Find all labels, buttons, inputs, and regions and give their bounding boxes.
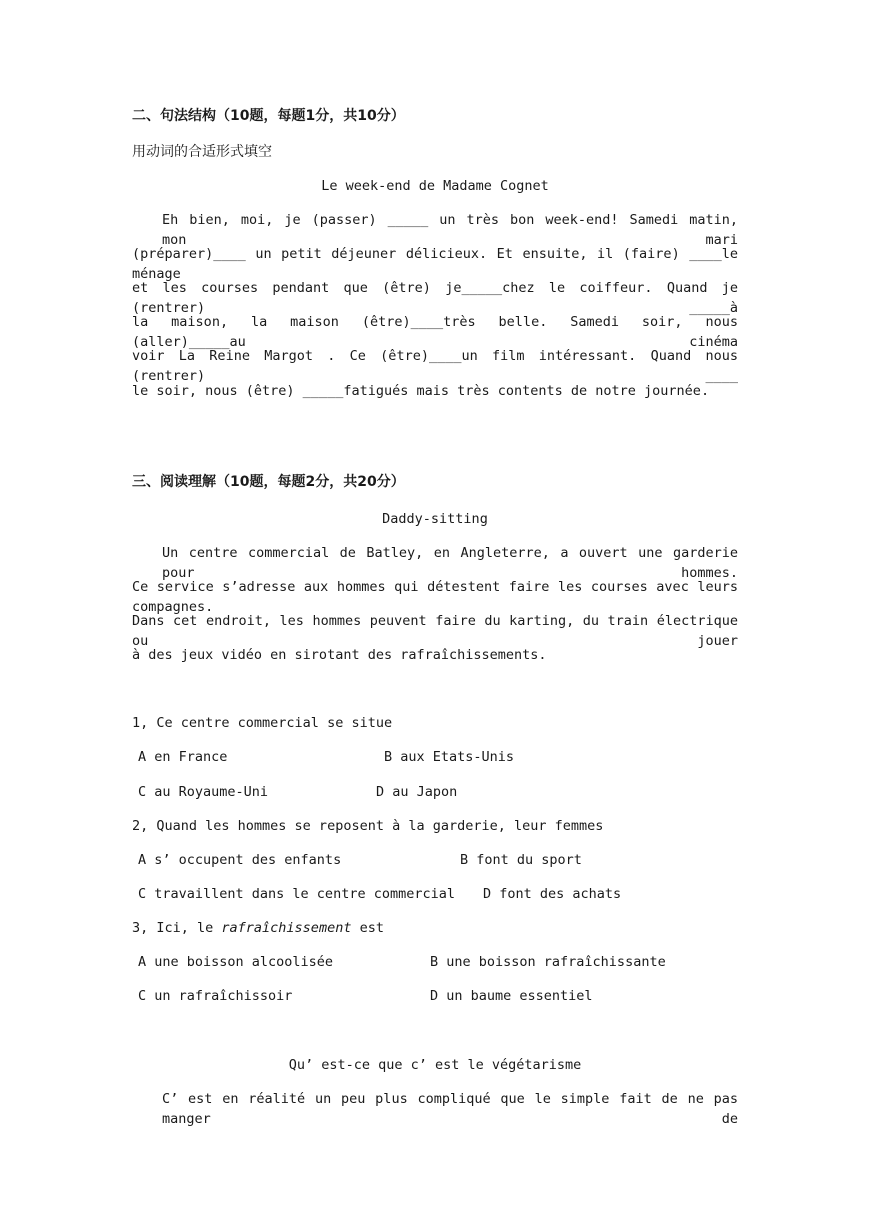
section3-title: Daddy-sitting [382, 511, 488, 527]
question-2-option-c: C travaillent dans le centre commercial [138, 886, 455, 902]
question-1-option-c: C au Royaume-Uni [138, 784, 269, 800]
section2-heading: 二、句法结构（10题，每题1分，共10分） [132, 108, 405, 124]
section2-line-4: la maison, la maison (être)____très belle. Samedi soir, nous (aller)_____au cinéma [132, 314, 738, 350]
section3-line-1: Un centre commercial de Batley, en Angleterre, a ouvert une garderie pour hommes. [162, 545, 738, 581]
section2-line-5: voir La Reine Margot . Ce (être)____un film intéressant. Quand nous (rentrer) ____ [132, 348, 738, 384]
question-2-option-a: A s’ occupent des enfants [138, 852, 342, 868]
section2-line-1: Eh bien, moi, je (passer) _____ un très bon week-end! Samedi matin, mon mari [162, 212, 738, 248]
question-1-stem: 1, Ce centre commercial se situe [132, 715, 393, 731]
question-2-option-b: B font du sport [460, 852, 582, 868]
question-1-option-b: B aux Etats-Unis [384, 749, 515, 765]
question-3-stem-suffix: est [351, 920, 384, 936]
question-1-option-d: D au Japon [376, 784, 458, 800]
section3-line-3: Dans cet endroit, les hommes peuvent faire du karting, du train électrique ou jouer [132, 613, 738, 649]
section3-passage-2-line-1: C’ est en réalité un peu plus compliqué que le simple fait de ne pas manger de [162, 1091, 738, 1127]
question-2-option-d: D font des achats [483, 886, 622, 902]
section2-line-6: le soir, nous (être) _____fatigués mais très contents de notre journée. [132, 383, 710, 399]
question-3-option-b: B une boisson rafraîchissante [430, 954, 666, 970]
question-3-stem-prefix: 3, Ici, le [132, 920, 222, 936]
section3-heading: 三、阅读理解（10题，每题2分，共20分） [132, 474, 405, 490]
section2-line-3: et les courses pendant que (être) je_____chez le coiffeur. Quand je (rentrer) _____à [132, 280, 738, 316]
question-3-option-a: A une boisson alcoolisée [138, 954, 334, 970]
question-2-stem: 2, Quand les hommes se reposent à la garderie, leur femmes [132, 818, 604, 834]
section3-title-2: Qu’ est-ce que c’ est le végétarisme [288, 1057, 582, 1073]
question-3-option-d: D un baume essentiel [430, 988, 593, 1004]
section2-instruction: 用动词的合适形式填空 [132, 144, 272, 160]
section3-line-2: Ce service s’adresse aux hommes qui détestent faire les courses avec leurs compagnes. [132, 579, 738, 615]
question-3-stem-italic: rafraîchissement [221, 920, 352, 936]
section2-title: Le week-end de Madame Cognet [321, 178, 549, 194]
question-3-stem [132, 918, 738, 938]
section3-line-4: à des jeux vidéo en sirotant des rafraîchissements. [132, 647, 547, 663]
question-3-option-c: C un rafraîchissoir [138, 988, 293, 1004]
question-1-option-a: A en France [138, 749, 228, 765]
section2-line-2: (préparer)____ un petit déjeuner délicieux. Et ensuite, il (faire) ____le ménage [132, 246, 738, 282]
